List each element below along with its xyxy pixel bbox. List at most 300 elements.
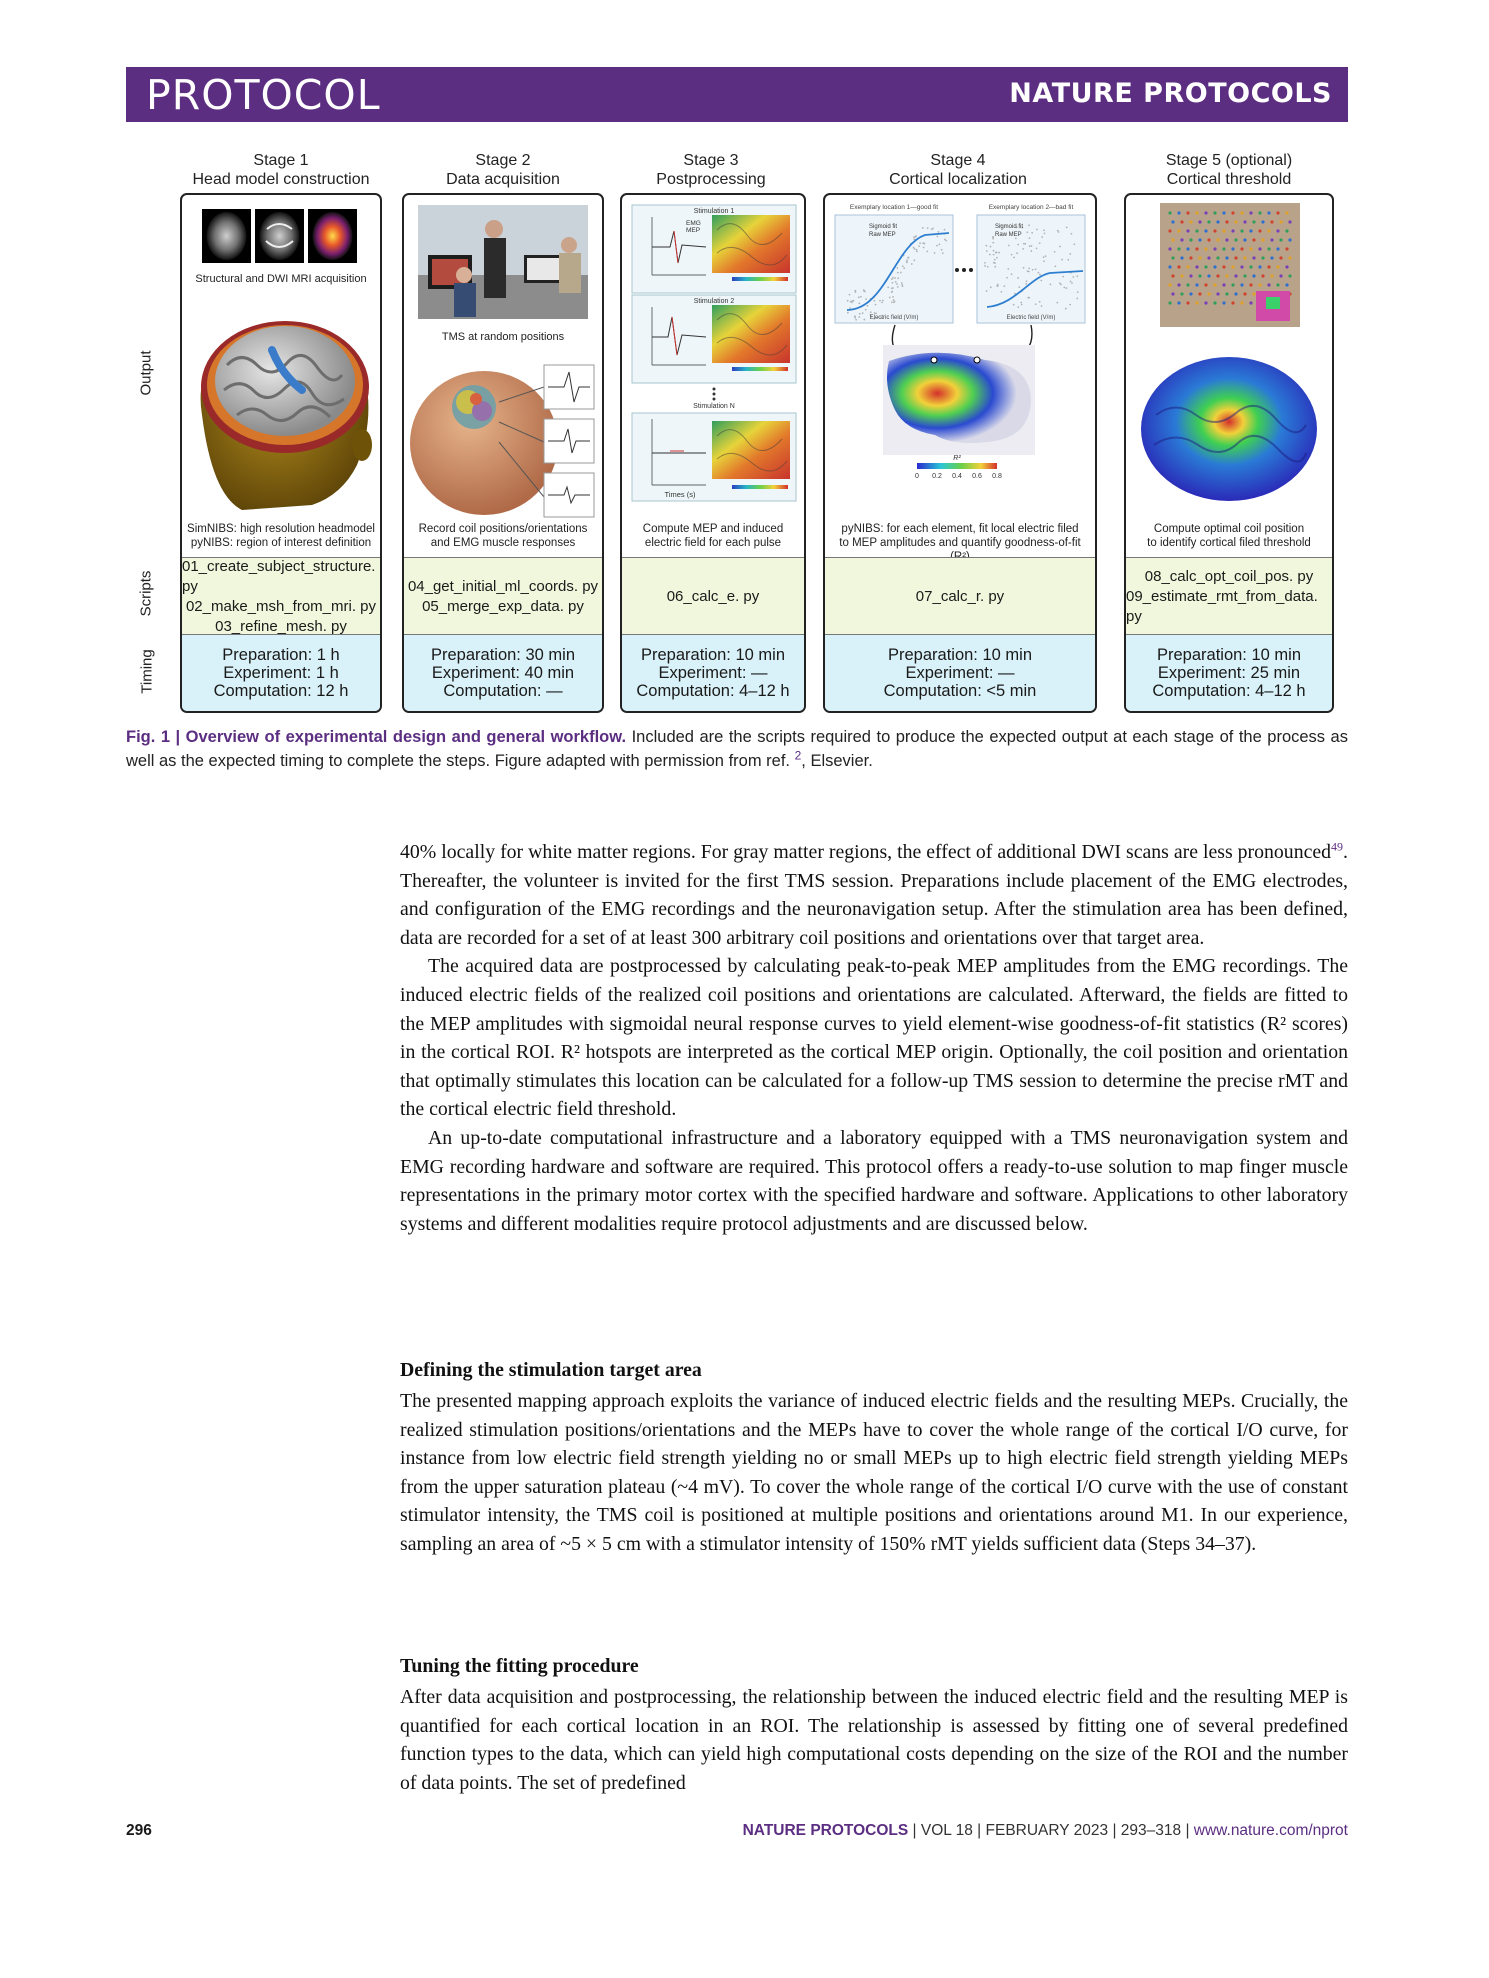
scatter-point: [903, 267, 905, 269]
coil-position-dot: [1234, 274, 1237, 277]
svg-text:Sigmoid fit: Sigmoid fit: [995, 224, 1024, 230]
scatter-point: [894, 301, 896, 303]
scatter-point: [1044, 232, 1046, 234]
scatter-point: [850, 301, 852, 303]
scatter-point: [860, 296, 862, 298]
scatter-point: [1038, 272, 1040, 274]
coil-position-dot: [1252, 292, 1255, 295]
coil-position-dot: [1249, 247, 1252, 250]
coil-position-dot: [1171, 256, 1174, 259]
scatter-point: [989, 254, 991, 256]
stage-3-scripts: [622, 557, 804, 635]
coil-position-dot: [1252, 256, 1255, 259]
scatter-point: [902, 265, 904, 267]
scatter-point: [927, 227, 929, 229]
figure-caption-ref[interactable]: 2: [794, 748, 802, 763]
coil-position-dot: [1231, 301, 1234, 304]
scatter-point: [1059, 246, 1061, 248]
scatter-point: [870, 311, 872, 313]
stage-3-caption: Compute MEP and induced electric field for each pulse: [642, 523, 784, 549]
scatter-point: [892, 296, 894, 298]
coil-position-dot: [1222, 283, 1225, 286]
script-name: 09_estimate_rmt_from_data. py: [1126, 587, 1318, 625]
coil-position-dot: [1216, 274, 1219, 277]
coil-position-dot: [1285, 265, 1288, 268]
scatter-point: [1031, 245, 1033, 247]
scatter-point: [855, 319, 857, 321]
scatter-point: [1025, 283, 1027, 285]
scatter-point: [881, 302, 883, 304]
coil-position-dot: [1279, 238, 1282, 241]
stage-1-scripts: [182, 557, 380, 635]
coil-position-dot: [1213, 229, 1216, 232]
coil-position-dot: [1204, 229, 1207, 232]
stage-5-title: Stage 5 (optional) Cortical threshold: [1165, 152, 1293, 188]
scatter-point: [1043, 229, 1045, 231]
scatter-point: [897, 272, 899, 274]
coil-position-dot: [1216, 238, 1219, 241]
coil-position-dot: [1207, 256, 1210, 259]
scatter-point: [1062, 276, 1064, 278]
coil-position-dot: [1249, 211, 1252, 214]
script-name: 08_calc_opt_coil_pos. py: [1144, 567, 1314, 585]
coil-position-dot: [1168, 265, 1171, 268]
scatter-point: [993, 250, 995, 252]
scatter-point: [994, 259, 996, 261]
scatter-point: [1029, 237, 1031, 239]
scatter-point: [1067, 259, 1069, 261]
scatter-point: [1039, 242, 1041, 244]
coil-position-dot: [1261, 238, 1264, 241]
scatter-point: [1073, 243, 1075, 245]
scatter-point: [863, 319, 865, 321]
scatter-point: [1011, 254, 1013, 256]
coil-position-dot: [1270, 274, 1273, 277]
optimal-coil-image: [1126, 203, 1332, 333]
coil-position-dot: [1204, 301, 1207, 304]
scatter-point: [858, 296, 860, 298]
row-label-scripts: Scripts: [137, 570, 155, 617]
coil-position-dot: [1240, 265, 1243, 268]
coil-position-dot: [1189, 292, 1192, 295]
script-name: 04_get_initial_ml_coords. py: [407, 577, 599, 595]
scatter-point: [990, 246, 992, 248]
scatter-point: [862, 312, 864, 314]
coil-position-dot: [1222, 229, 1225, 232]
stage-5-caption: Compute optimal coil position to identify cortical filed threshold: [1147, 523, 1311, 549]
body-block-1: [400, 838, 1348, 1238]
coil-position-dot: [1240, 229, 1243, 232]
coil-position-dot: [1276, 247, 1279, 250]
journal-header-bar: [126, 67, 1348, 122]
coil-position-dot: [1216, 256, 1219, 259]
coil-position-dot: [1288, 220, 1291, 223]
scatter-point: [1030, 250, 1032, 252]
coil-position-dot: [1180, 220, 1183, 223]
stage-2-scripts: [404, 557, 602, 635]
coil-position-dot: [1252, 274, 1255, 277]
coil-position-dot: [1198, 256, 1201, 259]
coil-position-dot: [1231, 247, 1234, 250]
scatter-point: [1035, 303, 1037, 305]
stim-label: Stimulation N: [693, 403, 735, 410]
coil-position-dot: [1177, 301, 1180, 304]
scatter-point: [992, 238, 994, 240]
coil-position-dot: [1231, 283, 1234, 286]
stage-3-output: [622, 195, 804, 557]
coil-position-dot: [1234, 220, 1237, 223]
scatter-point: [896, 267, 898, 269]
figure-caption-label: Fig. 1 | Overview of experimental design and general workflow.: [126, 728, 627, 746]
coil-position-dot: [1270, 220, 1273, 223]
coil-position-dot: [1171, 220, 1174, 223]
coil-position-dot: [1276, 265, 1279, 268]
scatter-point: [998, 252, 1000, 254]
scatter-point: [858, 302, 860, 304]
scatter-point: [1071, 233, 1073, 235]
coil-position-dot: [1225, 220, 1228, 223]
stage-2-top-caption: TMS at random positions: [441, 331, 565, 343]
head-model-image: [182, 295, 380, 525]
coil-position-dot: [1279, 256, 1282, 259]
scatter-point: [847, 300, 849, 302]
legend-emg: EMG: [686, 220, 701, 227]
scatter-point: [882, 300, 884, 302]
coil-position-dot: [1171, 292, 1174, 295]
scatter-point: [936, 236, 938, 238]
paragraph: The presented mapping approach exploits the variance of induced electric fields and the resulting MEPs. Crucially, the realized stimulation positions/orientations and the MEPs have to cover the whole range of the cortical I/O curve, for instance from low electric field strength yielding no or small MEPs up to high electric field strength yielding MEPs from the upper saturation plateau (~4 mV). To cover the whole range of the cortical I/O curve with the use of constant stimulator intensity, the TMS coil is positioned at multiple positions and orientations around M1. In our experience, sampling an area of ~5 × 5 cm with a stimulator intensity of 150% rMT yields sufficient data (Steps 34–37).: [400, 1390, 1348, 1555]
scatter-point: [889, 297, 891, 299]
scatter-point: [938, 231, 940, 233]
coil-position-dot: [1267, 211, 1270, 214]
stim-label: Stimulation 1: [693, 208, 735, 215]
script-name: 02_make_msh_from_mri. py: [185, 597, 377, 615]
coil-position-dot: [1168, 247, 1171, 250]
scatter-point: [1006, 277, 1008, 279]
scatter-point: [926, 251, 928, 253]
coil-position-dot: [1249, 265, 1252, 268]
scatter-point: [1065, 308, 1067, 310]
scatter-point: [1043, 260, 1045, 262]
coil-position-dot: [1186, 265, 1189, 268]
coil-position-dot: [1267, 229, 1270, 232]
scatter-point: [923, 247, 925, 249]
scatter-point: [918, 245, 920, 247]
scatter-point: [1039, 274, 1041, 276]
coil-position-dot: [1285, 283, 1288, 286]
row-label-timing: Timing: [138, 649, 156, 694]
coil-position-dot: [1222, 211, 1225, 214]
scatter-point: [1017, 244, 1019, 246]
scatter-point: [855, 291, 857, 293]
scatter-point: [1016, 252, 1018, 254]
scatter-point: [1061, 259, 1063, 261]
scatter-point: [1028, 297, 1030, 299]
coil-position-dot: [1276, 283, 1279, 286]
stage-4-caption: pyNIBS: for each element, fit local electric filed to MEP amplitudes and quantify goodness-of-fit: [839, 523, 1081, 549]
coil-position-dot: [1249, 301, 1252, 304]
script-name: 06_calc_e. py: [666, 587, 760, 605]
lab-photo-image: [404, 205, 602, 325]
scatter-point: [892, 277, 894, 279]
coil-position-dot: [1258, 283, 1261, 286]
footer-citation: NATURE PROTOCOLS | VOL 18 | FEBRUARY 2023 | 293–318 | www.nature.com/nprot: [742, 1822, 1348, 1839]
scatter-point: [922, 242, 924, 244]
coil-position-dot: [1270, 256, 1273, 259]
scatter-point: [1028, 267, 1030, 269]
scatter-point: [916, 250, 918, 252]
scatter-point: [867, 305, 869, 307]
scatter-point: [1036, 229, 1038, 231]
scatter-point: [996, 257, 998, 259]
coil-position-dot: [1252, 220, 1255, 223]
coil-position-dot: [1195, 211, 1198, 214]
coil-position-dot: [1222, 301, 1225, 304]
scatter-point: [865, 298, 867, 300]
coil-position-dot: [1171, 274, 1174, 277]
scatter-point: [849, 307, 851, 309]
svg-text:Raw MEP: Raw MEP: [995, 232, 1022, 238]
coil-position-dot: [1177, 283, 1180, 286]
coil-position-dot: [1288, 274, 1291, 277]
coil-position-dot: [1177, 265, 1180, 268]
scatter-point: [879, 300, 881, 302]
coil-position-dot: [1189, 220, 1192, 223]
scatter-point: [1032, 269, 1034, 271]
paragraph: An up-to-date computational infrastructure and a laboratory equipped with a TMS neuronavigation system and EMG recording hardware and software are required. This protocol offers a ready-to-use solution to map finger muscle representations in the primary motor cortex with the specified hardware and software. Applications to other laboratory systems and different modalities require protocol adjustments and are discussed below.: [400, 1126, 1348, 1235]
coil-position-dot: [1249, 229, 1252, 232]
stage-2-title: Stage 2 Data acquisition: [446, 152, 560, 188]
scatter-point: [1041, 305, 1043, 307]
coil-position-dot: [1189, 256, 1192, 259]
scatter-point: [936, 245, 938, 247]
coil-position-dot: [1234, 292, 1237, 295]
stage-4-column: [823, 193, 1097, 713]
coil-position-dot: [1261, 256, 1264, 259]
coil-position-dot: [1252, 238, 1255, 241]
scatter-point: [1023, 267, 1025, 269]
scatter-point: [907, 257, 909, 259]
stage-2-output: [404, 195, 602, 557]
localization-panels: [825, 195, 1095, 520]
scatter-point: [1069, 304, 1071, 306]
coil-position-dot: [1240, 247, 1243, 250]
coil-position-dot: [1216, 220, 1219, 223]
coil-position-dot: [1240, 211, 1243, 214]
coil-position-dot: [1204, 265, 1207, 268]
stage-3-timing: Preparation: 10 min Experiment: — Computation: 4–12 h: [622, 634, 804, 711]
scatter-point: [992, 242, 994, 244]
coil-position-dot: [1213, 247, 1216, 250]
script-name: 05_merge_exp_data. py: [422, 597, 584, 615]
scatter-point: [1071, 282, 1073, 284]
scatter-point: [863, 289, 865, 291]
svg-text:0.8: 0.8: [992, 473, 1002, 480]
coil-position-dot: [1276, 211, 1279, 214]
coil-position-dot: [1267, 247, 1270, 250]
svg-text:0.2: 0.2: [932, 473, 942, 480]
scatter-point: [1043, 256, 1045, 258]
scatter-point: [911, 263, 913, 265]
scatter-point: [902, 285, 904, 287]
stage-2-column: [402, 193, 604, 713]
scatter-point: [945, 240, 947, 242]
coil-position-dot: [1189, 238, 1192, 241]
scatter-point: [1026, 231, 1028, 233]
coil-position-dot: [1243, 238, 1246, 241]
stage-3-column: [620, 193, 806, 713]
coil-position-dot: [1222, 265, 1225, 268]
scatter-point: [1054, 251, 1056, 253]
coil-position-dot: [1168, 283, 1171, 286]
coil-position-dot: [1186, 283, 1189, 286]
stage-1-title: Stage 1 Head model construction: [192, 152, 370, 188]
coil-position-dot: [1198, 274, 1201, 277]
svg-text:0: 0: [915, 473, 919, 480]
legend-mep: MEP: [686, 227, 701, 234]
coil-position-dot: [1249, 283, 1252, 286]
scatter-point: [992, 236, 994, 238]
coil-position-dot: [1195, 301, 1198, 304]
coil-position-dot: [1186, 247, 1189, 250]
coil-position-dot: [1267, 283, 1270, 286]
plot-title: Exemplary location 2—bad fit: [988, 204, 1074, 211]
scatter-point: [875, 304, 877, 306]
coil-position-dot: [1276, 229, 1279, 232]
scatter-point: [1066, 227, 1068, 229]
scatter-point: [1058, 231, 1060, 233]
coil-position-dot: [1240, 301, 1243, 304]
scatter-point: [906, 262, 908, 264]
axis-x-label: Times (s): [664, 490, 696, 499]
scatter-point: [896, 283, 898, 285]
coil-position-dot: [1288, 256, 1291, 259]
coil-position-dot: [1243, 220, 1246, 223]
coil-position-dot: [1207, 220, 1210, 223]
stage-1-caption: SimNIBS: high resolution headmodel pyNIBS: region of interest definition: [187, 523, 375, 549]
coil-position-dot: [1231, 265, 1234, 268]
coil-position-dot: [1189, 274, 1192, 277]
figure-caption: Fig. 1 | Overview of experimental design and general workflow. Included are the scripts required to produce the expected output at each stage of the process as well as the expected timing to complete the steps. Figure adapted with permission from ref. $^2$, Elsevier.: [126, 728, 1348, 770]
coil-position-dot: [1231, 211, 1234, 214]
coil-position-dot: [1207, 238, 1210, 241]
scatter-point: [1017, 306, 1019, 308]
coil-position-dot: [1222, 247, 1225, 250]
coil-position-dot: [1234, 238, 1237, 241]
stage-5-scripts: [1126, 557, 1332, 635]
scatter-point: [891, 287, 893, 289]
plot-title: Exemplary location 1—good fit: [849, 204, 939, 211]
coil-position-dot: [1213, 211, 1216, 214]
paragraph: 40% locally for white matter regions. For gray matter regions, the effect of additional DWI scans are less pronounced$^{49}$. Thereafter, the volunteer is invited for the first TMS session. Preparations include placement of the EMG electrodes, and configuration of the EMG recordings and the neuronavigation setup. After the stimulation area has been defined, data are recorded for a set of at least 300 arbitrary coil positions and orientations over that target area.: [400, 839, 1348, 949]
svg-text:0.4: 0.4: [952, 473, 962, 480]
scatter-point: [1041, 236, 1043, 238]
scatter-point: [887, 286, 889, 288]
coil-position-dot: [1225, 274, 1228, 277]
row-label-output: Output: [137, 350, 155, 396]
coil-position-dot: [1243, 274, 1246, 277]
scatter-point: [865, 309, 867, 311]
stim-label: Stimulation 2: [693, 298, 735, 305]
scatter-point: [1063, 287, 1065, 289]
r2-label: R²: [953, 455, 961, 462]
scatter-point: [1077, 291, 1079, 293]
section-heading: Defining the stimulation target area: [400, 1359, 702, 1381]
stage-1-output: [182, 195, 380, 557]
scatter-point: [1050, 284, 1052, 286]
scatter-point: [1003, 285, 1005, 287]
scatter-point: [993, 254, 995, 256]
coil-position-dot: [1270, 238, 1273, 241]
paragraph: The acquired data are postprocessed by calculating peak-to-peak MEP amplitudes from the EMG recordings. The induced electric fields of the realized coil positions and orientations are calculated. Afterward, the fields are fitted to the MEP amplitudes with sigmoidal neural response curves to yield element-wise goodness-of-fit statistics (R² scores) in the cortical ROI. R² hotspots are interpreted as the cortical MEP origin. Optionally, the coil position and orientation that optimally stimulates this location can be calculated for a follow-up TMS session to determine the precise rMT and the cortical electric field threshold.: [400, 955, 1348, 1121]
coil-position-dot: [1186, 229, 1189, 232]
coil-position-dot: [1180, 256, 1183, 259]
scatter-point: [941, 249, 943, 251]
coil-position-dot: [1195, 283, 1198, 286]
body-block-2: [400, 1387, 1348, 1559]
coil-position-dot: [1207, 292, 1210, 295]
scatter-point: [1007, 268, 1009, 270]
scatter-point: [849, 294, 851, 296]
scatter-point: [1021, 304, 1023, 306]
citation-link[interactable]: 49: [1331, 839, 1344, 854]
scatter-point: [901, 282, 903, 284]
scatter-point: [892, 282, 894, 284]
coil-position-dot: [1180, 274, 1183, 277]
stage-2-caption: Record coil positions/orientations and EMG muscle responses: [418, 523, 588, 549]
scatter-point: [893, 299, 895, 301]
coil-position-dot: [1195, 247, 1198, 250]
stage-2-timing: Preparation: 30 min Experiment: 40 min Computation: —: [404, 634, 602, 711]
coil-position-dot: [1180, 238, 1183, 241]
scatter-point: [1022, 248, 1024, 250]
scatter-point: [1013, 304, 1015, 306]
scatter-point: [942, 252, 944, 254]
threshold-brain-image: [1126, 345, 1332, 535]
coil-position-dot: [1204, 247, 1207, 250]
scatter-point: [922, 227, 924, 229]
scatter-point: [984, 265, 986, 267]
coil-position-dot: [1204, 211, 1207, 214]
coil-position-dot: [1258, 229, 1261, 232]
scatter-point: [1054, 265, 1056, 267]
coil-position-dot: [1177, 247, 1180, 250]
scatter-point: [1040, 280, 1042, 282]
coil-position-dot: [1198, 238, 1201, 241]
scatter-point: [900, 272, 902, 274]
scatter-point: [1008, 245, 1010, 247]
scatter-point: [1018, 286, 1020, 288]
coil-position-dot: [1198, 220, 1201, 223]
stage-1-top-caption: Structural and DWI MRI acquisition: [195, 273, 367, 285]
coil-position-dot: [1213, 265, 1216, 268]
coil-position-dot: [1258, 265, 1261, 268]
scatter-point: [986, 290, 988, 292]
scatter-point: [851, 300, 853, 302]
stage-3-title: Stage 3 Postprocessing: [656, 152, 766, 188]
scatter-point: [916, 249, 918, 251]
figure-1: [126, 145, 1348, 715]
stage-5-output: [1126, 195, 1332, 557]
stage-4-timing: Preparation: 10 min Experiment: — Computation: <5 min: [825, 634, 1095, 711]
journal-url-link[interactable]: www.nature.com/nprot: [1193, 1822, 1348, 1839]
scatter-point: [1070, 281, 1072, 283]
scatter-point: [906, 259, 908, 261]
scatter-point: [1024, 243, 1026, 245]
coil-position-dot: [1234, 256, 1237, 259]
scatter-point: [847, 312, 849, 314]
scatter-point: [858, 316, 860, 318]
